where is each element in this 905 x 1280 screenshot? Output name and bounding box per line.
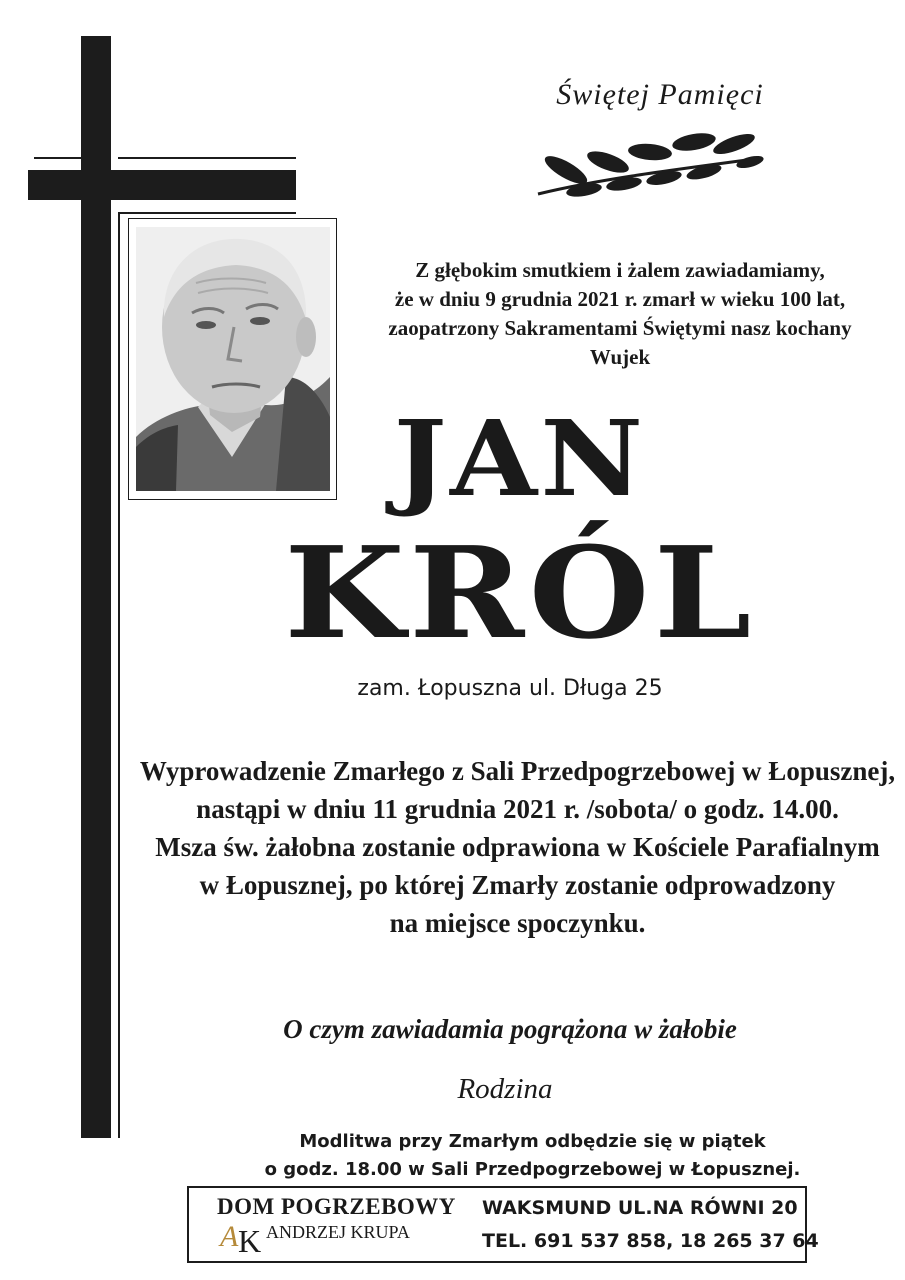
cross-horizontal-bar xyxy=(28,170,296,200)
portrait-photo xyxy=(136,227,330,491)
cross-outline xyxy=(118,157,296,159)
header-title: Świętej Pamięci xyxy=(556,78,764,111)
funeral-line: w Łopusznej, po której Zmarły zostanie odprowadzony xyxy=(199,870,836,900)
leaf-branch-icon xyxy=(536,128,766,198)
cross-vertical-bar xyxy=(81,36,111,1138)
funeral-details xyxy=(130,752,905,942)
prayer-line: Modlitwa przy Zmarłym odbędzie się w piątek xyxy=(299,1131,766,1152)
intro-line: że w dniu 9 grudnia 2021 r. zmarł w wieku 100 lat, xyxy=(394,287,846,311)
cross-outline xyxy=(34,157,82,159)
cross-outline xyxy=(118,212,120,1138)
funeral-home-name: DOM POGRZEBOWY xyxy=(217,1194,456,1219)
funeral-home-address: WAKSMUND UL.NA RÓWNI 20 xyxy=(482,1197,798,1219)
mourning-notice: O czym zawiadamia pogrążona w żałobie xyxy=(283,1014,737,1044)
cross-outline xyxy=(118,212,296,214)
intro-line: zaopatrzony Sakramentami Świętymi nasz kochany xyxy=(388,316,852,340)
funeral-home-logo-icon xyxy=(218,1212,270,1256)
prayer-line: o godz. 18.00 w Sali Przedpogrzebowej w Łopusznej. xyxy=(264,1159,801,1180)
intro-line: Wujek xyxy=(589,345,651,369)
funeral-home-owner: ANDRZEJ KRUPA xyxy=(266,1222,410,1242)
funeral-line: Wyprowadzenie Zmarłego z Sali Przedpogrzebowej w Łopusznej, xyxy=(139,756,896,786)
deceased-last-name: KRÓL xyxy=(284,519,756,667)
deceased-address: zam. Łopuszna ul. Długa 25 xyxy=(357,676,663,701)
svg-text:A: A xyxy=(220,1220,239,1253)
funeral-line: nastąpi w dniu 11 grudnia 2021 r. /sobota/ o godz. 14.00. xyxy=(196,794,839,824)
funeral-home-phone: TEL. 691 537 858, 18 265 37 64 xyxy=(482,1230,819,1252)
funeral-line: Msza św. żałobna zostanie odprawiona w Kościele Parafialnym xyxy=(155,832,880,862)
family-signature: Rodzina xyxy=(457,1073,553,1105)
prayer-info xyxy=(160,1128,905,1184)
funeral-line: na miejsce spoczynku. xyxy=(389,908,646,938)
svg-text:K: K xyxy=(238,1223,262,1256)
deceased-first-name: JAN xyxy=(393,397,647,520)
intro-text xyxy=(345,256,895,372)
intro-line: Z głębokim smutkiem i żalem zawiadamiamy, xyxy=(415,258,825,282)
